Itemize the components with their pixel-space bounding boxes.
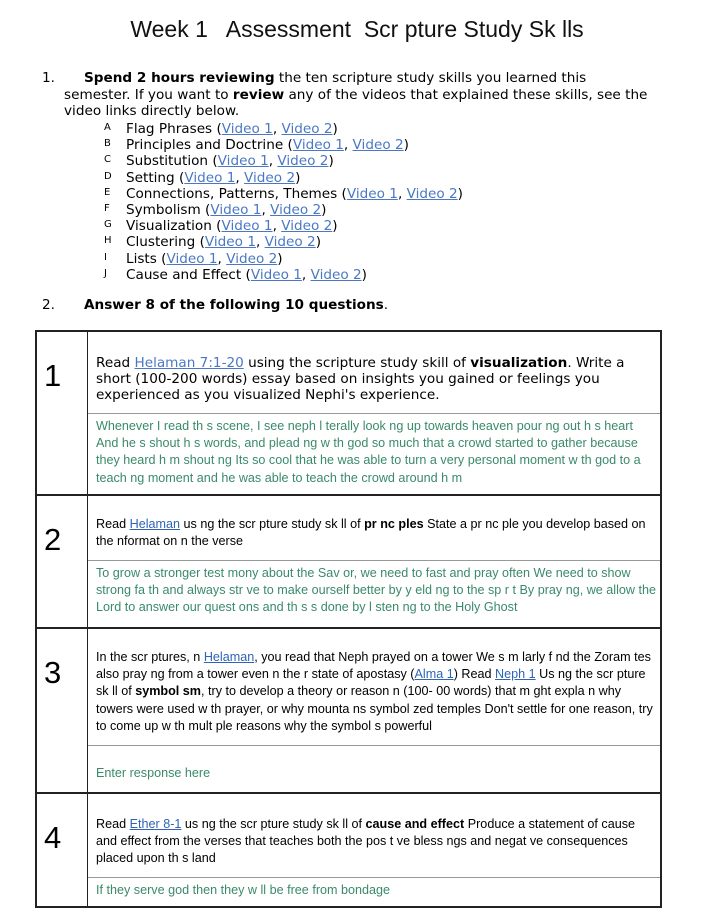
- answer-field[interactable]: If they serve god then they w ll be free from bondage: [96, 883, 391, 897]
- question-row-4: [37, 794, 660, 906]
- scripture-field[interactable]: Ether 8-1: [129, 817, 182, 831]
- skill-name: Symbolism (: [126, 201, 211, 218]
- answer-field[interactable]: Whenever I read th s scene, I see neph l terally look ng up towards heaven pour ng out h s heart And he s shout h s words, and plead ng w th god so much that a crowd started to gather because they heard h m shout ng Its so cool that he was able to turn a very personal moment w th god to a teach ng moment and he was able to teach the crowd around h m: [96, 419, 641, 485]
- question-prompt: [88, 629, 660, 746]
- video-1-link[interactable]: Video 1: [210, 201, 262, 218]
- question-number: 3: [37, 629, 88, 792]
- prompt-text: us ng the scr pture study sk ll of: [180, 517, 365, 531]
- video-2-link[interactable]: Video 2: [226, 250, 278, 267]
- video-1-link[interactable]: Video 1: [250, 266, 302, 283]
- skill-bold: symbol sm: [135, 684, 201, 699]
- skill-item: C Substitution (Video 1, Video 2): [104, 153, 334, 170]
- skill-bold: visualization: [470, 355, 568, 371]
- skill-item: H Clustering (Video 1, Video 2): [104, 234, 321, 251]
- instruction-2: [42, 297, 388, 313]
- video-2-link[interactable]: Video 2: [281, 121, 333, 137]
- prompt-text: Us ng the scr pture sk ll of: [96, 667, 646, 699]
- skill-item: D Setting (Video 1, Video 2): [104, 169, 301, 186]
- skill-name: Lists (: [126, 250, 167, 267]
- video-2-link[interactable]: Video 2: [244, 169, 296, 186]
- instruction-1: [42, 70, 682, 120]
- prompt-text: , you read that Neph prayed on a tower We s m larly f nd the Zoram tes also pray ng from a tower even n the r state of apostasy (: [96, 650, 651, 682]
- skill-name: Cause and Effect (: [126, 266, 251, 283]
- skill-item: I Lists (Video 1, Video 2): [104, 250, 283, 267]
- skill-letter: G: [104, 219, 112, 231]
- skill-item: E Connections, Patterns, Themes (Video 1, Video 2): [104, 185, 463, 202]
- instruction-text: .: [383, 297, 389, 313]
- skill-name: Setting (: [126, 169, 185, 186]
- question-row-1: [37, 332, 660, 496]
- video-2-link[interactable]: Video 2: [352, 137, 404, 154]
- skill-item: J Cause and Effect (Video 1, Video 2): [104, 266, 367, 283]
- prompt-text: using the scripture study skill of: [243, 355, 471, 371]
- instruction-text: any of the videos that explained these skills, see the: [284, 86, 648, 103]
- scripture-field[interactable]: Helaman: [203, 650, 255, 664]
- answer-field[interactable]: To grow a stronger test mony about the Sav or, we need to fast and pray often We need to show strong fa th and always str ve to make ourself better by y eld ng to the sp r t By pray ng, we allow the Lord to answer our quest ons and th s s done by l sten ng to the Holy Ghost: [96, 566, 657, 615]
- prompt-text: ) Read: [453, 667, 496, 682]
- instruction-text: semester. If you want to: [64, 86, 233, 103]
- item-number: 2.: [42, 297, 55, 313]
- skill-bold: pr nc ples: [364, 517, 424, 531]
- question-prompt: [88, 496, 660, 561]
- question-number: 2: [37, 496, 88, 627]
- prompt-text: Read: [96, 355, 135, 371]
- video-2-link[interactable]: Video 2: [270, 201, 322, 218]
- prompt-text: . Write a short (100-200 words) essay based on insights you gained or feelings you experienced as you visualized Nephi's experience.: [96, 355, 625, 404]
- prompt-text: Read: [96, 817, 130, 831]
- item-number: 1.: [42, 70, 55, 86]
- question-row-2: [37, 496, 660, 629]
- skill-name: Clustering (: [126, 234, 205, 251]
- skill-item: A Flag Phrases (Video 1, Video 2): [104, 121, 338, 137]
- video-2-link[interactable]: Video 2: [277, 153, 329, 170]
- scripture-field[interactable]: Alma 1: [414, 667, 454, 682]
- video-2-link[interactable]: Video 2: [406, 185, 458, 202]
- skill-letter: J: [104, 267, 107, 279]
- instruction-bold: review: [232, 86, 285, 103]
- video-1-link[interactable]: Video 1: [217, 153, 269, 170]
- skill-letter: A: [104, 122, 111, 133]
- video-2-link[interactable]: Video 2: [264, 234, 316, 251]
- question-number: 4: [37, 794, 88, 906]
- skill-name: Flag Phrases (: [126, 121, 222, 137]
- video-1-link[interactable]: Video 1: [166, 250, 218, 267]
- question-prompt: [88, 332, 660, 414]
- video-1-link[interactable]: Video 1: [346, 185, 398, 202]
- skill-item: B Principles and Doctrine (Video 1, Video 2): [104, 137, 409, 154]
- question-row-3: [37, 629, 660, 794]
- scripture-field[interactable]: Neph 1: [495, 667, 536, 682]
- skills-list: [104, 121, 463, 283]
- video-2-link[interactable]: Video 2: [281, 218, 333, 235]
- questions-table: [35, 330, 662, 908]
- video-1-link[interactable]: Video 1: [221, 218, 273, 235]
- skill-name: Visualization (: [126, 218, 222, 235]
- prompt-text: Read: [96, 517, 130, 531]
- page-title: Week 1 Assessment Scr pture Study Sk lls: [130, 16, 584, 42]
- prompt-text: State a pr nc ple you develop based on the nformat on n the verse: [96, 517, 646, 549]
- question-number: 1: [37, 332, 88, 494]
- scripture-link[interactable]: Helaman 7:1-20: [134, 355, 244, 371]
- video-1-link[interactable]: Video 1: [292, 137, 344, 154]
- video-2-link[interactable]: Video 2: [310, 266, 362, 283]
- question-prompt: [88, 794, 660, 878]
- skill-letter: H: [104, 235, 112, 247]
- video-1-link[interactable]: Video 1: [204, 234, 256, 251]
- scripture-field[interactable]: Helaman: [129, 517, 181, 531]
- skill-letter: E: [104, 186, 111, 198]
- video-1-link[interactable]: Video 1: [221, 121, 273, 137]
- skill-name: Principles and Doctrine (: [126, 137, 293, 154]
- skill-letter: D: [104, 170, 112, 182]
- instruction-text: video links directly below.: [64, 103, 240, 119]
- video-1-link[interactable]: Video 1: [184, 169, 236, 186]
- instruction-bold: Answer 8 of the following 10 questions: [84, 297, 384, 313]
- skill-letter: C: [104, 154, 111, 166]
- prompt-text: us ng the scr pture study sk ll of: [181, 817, 366, 831]
- prompt-text: , try to develop a theory or reason n (100- 00 words) that m ght expla n why towers were used w th prayer, or why mounta ns symbol zed temples Don't settle for one reason, try to come up w th mult ple reasons why the symbol s powerful: [96, 684, 653, 733]
- skill-letter: F: [104, 202, 110, 214]
- instruction-text: the ten scripture study skills you learned this: [274, 70, 587, 86]
- instruction-bold: Spend 2 hours reviewing: [84, 70, 275, 86]
- prompt-text: In the scr ptures, n: [96, 650, 204, 664]
- skill-name: Substitution (: [126, 153, 218, 170]
- skill-name: Connections, Patterns, Themes (: [126, 185, 347, 202]
- skill-letter: B: [104, 138, 111, 150]
- skill-item: G Visualization (Video 1, Video 2): [104, 218, 338, 235]
- prompt-text: Produce a statement of cause and effect from the verses that teaches both the pos t ve bless ngs and negat ve consequences placed upon th s land: [96, 817, 636, 866]
- answer-field[interactable]: Enter response here: [96, 766, 211, 780]
- skill-bold: cause and effect: [365, 817, 465, 831]
- skill-letter: I: [104, 251, 107, 263]
- skill-item: F Symbolism (Video 1, Video 2): [104, 201, 327, 218]
